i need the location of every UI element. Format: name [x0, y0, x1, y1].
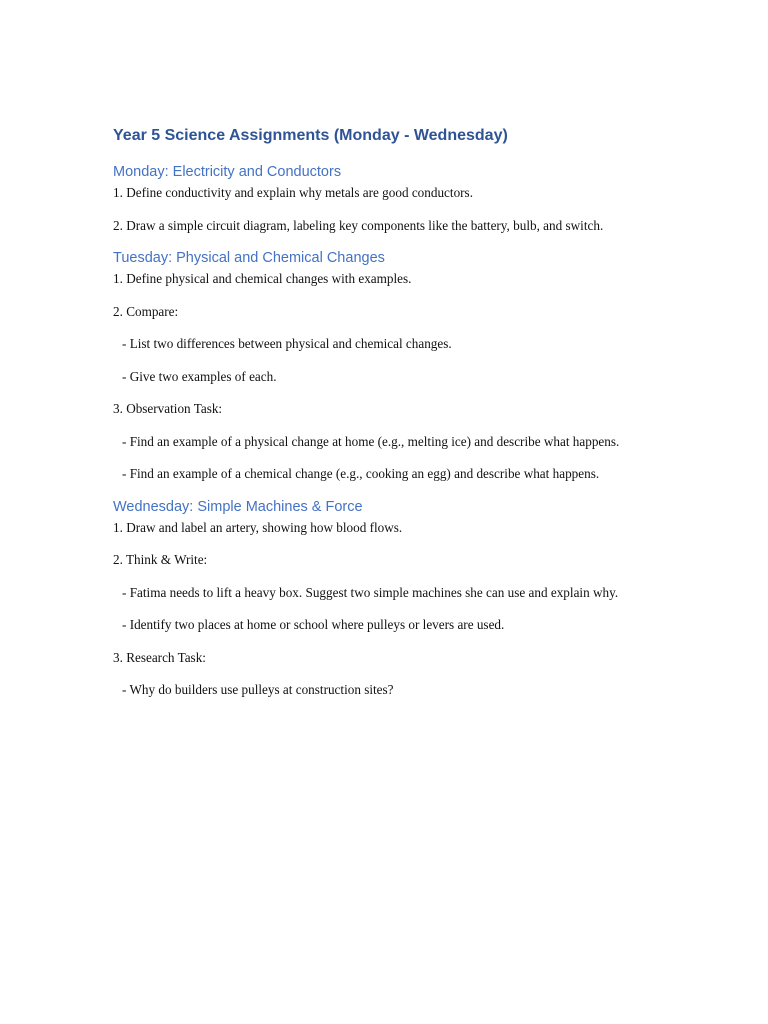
sub-item: - Find an example of a physical change at home (e.g., melting ice) and describe what happens. [122, 433, 620, 449]
section-heading-tuesday: Tuesday: Physical and Chemical Changes [113, 250, 385, 266]
section-heading-monday: Monday: Electricity and Conductors [113, 164, 342, 180]
sub-item: - Give two examples of each. [122, 368, 277, 384]
document-title: Year 5 Science Assignments (Monday - Wednesday) [113, 127, 508, 144]
sub-item: - Fatima needs to lift a heavy box. Suggest two simple machines she can use and explain why. [122, 584, 619, 600]
paragraph: 1. Draw and label an artery, showing how blood flows. [113, 519, 403, 535]
paragraph: 2. Think & Write: [113, 552, 208, 567]
sub-item: - Why do builders use pulleys at construction sites? [122, 682, 394, 697]
sub-item: - List two differences between physical and chemical changes. [122, 336, 452, 351]
paragraph: 1. Define conductivity and explain why metals are good conductors. [113, 185, 473, 200]
paragraph: 2. Draw a simple circuit diagram, labeling key components like the battery, bulb, and switch. [113, 217, 604, 233]
paragraph: 3. Research Task: [113, 649, 206, 665]
section-heading-wednesday: Wednesday: Simple Machines & Force [113, 498, 363, 515]
paragraph: 2. Compare: [113, 303, 179, 319]
paragraph: 1. Define physical and chemical changes with examples. [113, 271, 412, 286]
document-page [113, 124, 673, 713]
sub-item: - Find an example of a chemical change (e.g., cooking an egg) and describe what happens. [122, 466, 600, 481]
paragraph: 3. Observation Task: [113, 401, 223, 416]
sub-item: - Identify two places at home or school where pulleys or levers are used. [122, 617, 505, 632]
